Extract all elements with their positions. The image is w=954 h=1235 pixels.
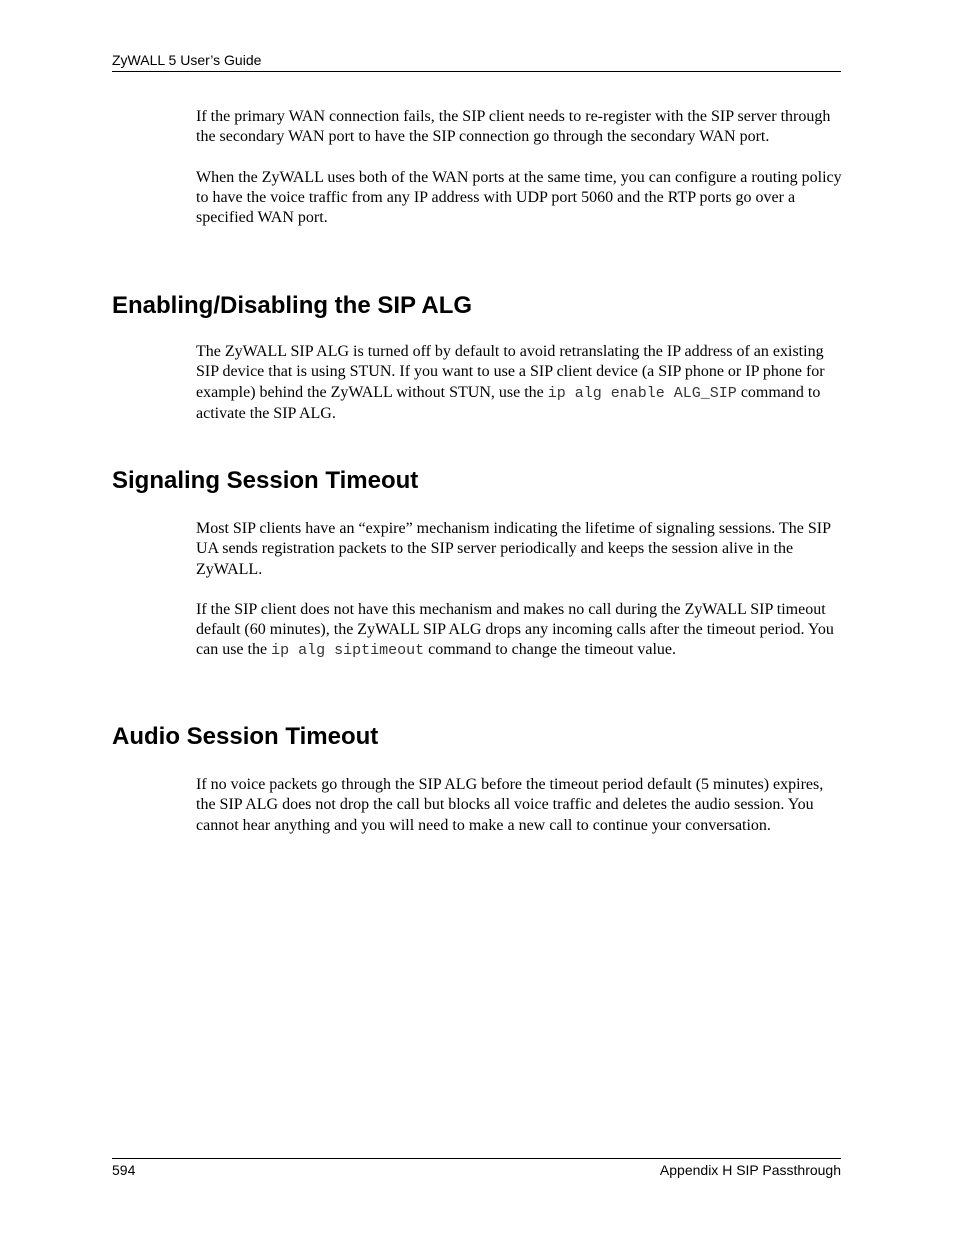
footer-section-title: Appendix H SIP Passthrough <box>659 1162 841 1178</box>
signaling-paragraph-2 <box>196 600 842 662</box>
signaling-text-2: command to change the timeout value. <box>424 641 677 659</box>
intro-section <box>112 107 842 228</box>
sip-alg-text-1: The ZyWALL SIP ALG is turned off by default to avoid retranslating the IP address of an existing SIP device that is using STUN. If you want to use a SIP client device (a SIP phone or IP phone for example) behind the ZyWALL without STUN, use the <box>196 343 825 401</box>
header-rule <box>112 71 841 72</box>
page-number: 594 <box>112 1162 136 1178</box>
intro-paragraph-2: When the ZyWALL uses both of the WAN ports at the same time, you can configure a routing policy to have the voice traffic from any IP address with UDP port 5060 and the RTP ports go over a specified WAN port. <box>196 168 842 227</box>
sip-alg-paragraph <box>196 342 842 424</box>
running-header: ZyWALL 5 User’s Guide <box>112 52 262 68</box>
section-audio-timeout <box>112 722 842 836</box>
sip-alg-text-2: command to activate the SIP ALG. <box>196 383 821 422</box>
signaling-text-1: If the SIP client does not have this mechanism and makes no call during the ZyWALL SIP timeout default (60 minutes), the ZyWALL SIP ALG drops any incoming calls after the timeout period. You can use the <box>196 600 834 659</box>
intro-paragraph-1: If the primary WAN connection fails, the SIP client needs to re-register with the SIP server through the secondary WAN port to have the SIP connection go through the secondary WAN port. <box>196 108 831 146</box>
section-enable-sip-alg <box>112 291 842 424</box>
section-signaling-timeout <box>112 466 842 662</box>
audio-paragraph: If no voice packets go through the SIP ALG before the timeout period default (5 minutes) expires, the SIP ALG does not drop the call but blocks all voice traffic and deletes the audio session. You cannot hear anything and you will need to make a new call to continue your conversation. <box>196 776 824 834</box>
section-heading-sip-alg: Enabling/Disabling the SIP ALG <box>112 292 473 319</box>
command-ip-alg-siptimeout: ip alg siptimeout <box>271 642 425 660</box>
footer-rule <box>112 1158 841 1159</box>
section-heading-audio: Audio Session Timeout <box>112 723 379 750</box>
section-heading-signaling: Signaling Session Timeout <box>112 467 419 494</box>
signaling-paragraph-1: Most SIP clients have an “expire” mechanism indicating the lifetime of signaling sessions. The SIP UA sends registration packets to the SIP server periodically and keeps the session alive in the ZyWALL. <box>196 520 831 578</box>
command-ip-alg-enable: ip alg enable ALG_SIP <box>547 384 737 402</box>
